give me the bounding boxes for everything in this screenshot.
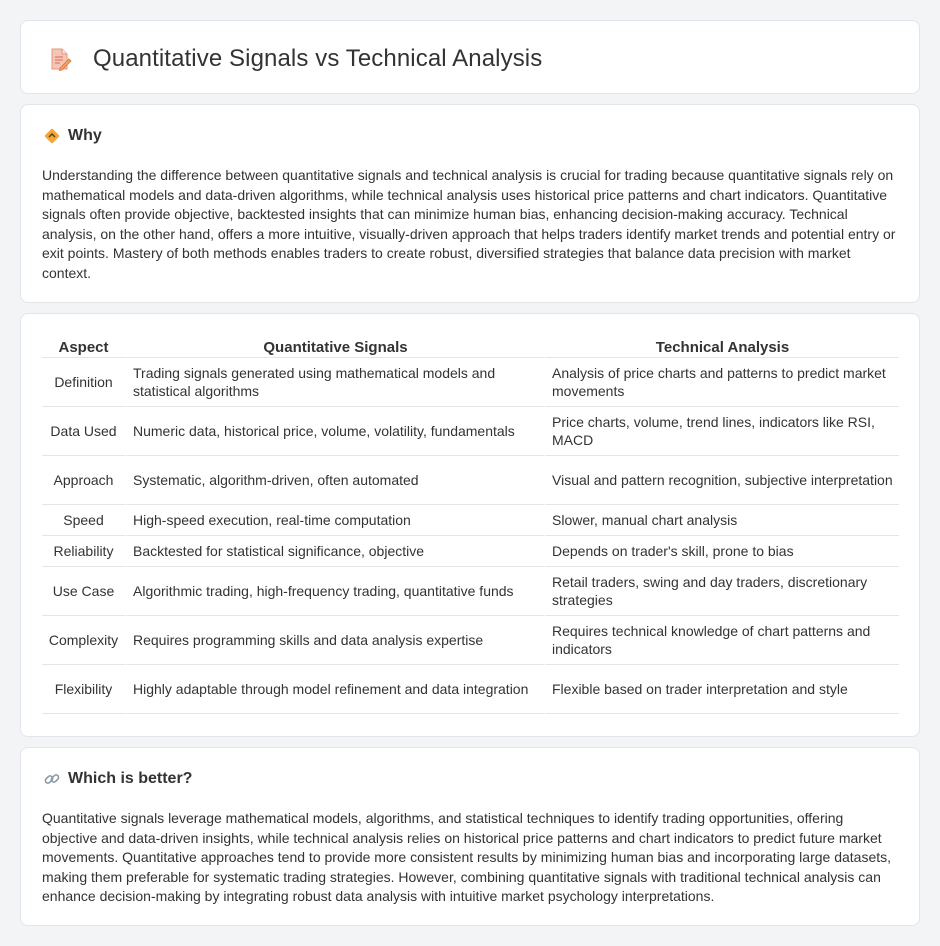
- table-row: [42, 567, 899, 616]
- technical-cell: Visual and pattern recognition, subjective interpretation: [544, 456, 899, 505]
- which-is-better-section: [20, 747, 920, 926]
- quantitative-cell: Trading signals generated using mathematical models and statistical algorithms: [125, 358, 544, 407]
- title-card: [20, 20, 920, 94]
- comparison-table: [42, 334, 899, 714]
- aspect-cell: Data Used: [42, 407, 125, 456]
- table-row: [42, 536, 899, 567]
- better-header: [43, 770, 192, 788]
- quantitative-cell: Numeric data, historical price, volume, volatility, fundamentals: [125, 407, 544, 456]
- table-row: [42, 616, 899, 665]
- table-row: [42, 665, 899, 714]
- quantitative-cell: Highly adaptable through model refinement and data integration: [125, 665, 544, 714]
- quantitative-cell: Algorithmic trading, high-frequency trading, quantitative funds: [125, 567, 544, 616]
- comparison-section: [20, 313, 920, 737]
- aspect-cell: Complexity: [42, 616, 125, 665]
- aspect-cell: Use Case: [42, 567, 125, 616]
- technical-cell: Requires technical knowledge of chart patterns and indicators: [544, 616, 899, 665]
- quantitative-cell: Backtested for statistical significance, objective: [125, 536, 544, 567]
- table-row: [42, 358, 899, 407]
- aspect-cell: Flexibility: [42, 665, 125, 714]
- document-pencil-icon: [47, 46, 73, 72]
- table-row: [42, 456, 899, 505]
- quantitative-cell: Systematic, algorithm-driven, often automated: [125, 456, 544, 505]
- better-heading: Which is better?: [68, 770, 193, 787]
- technical-cell: Flexible based on trader interpretation and style: [544, 665, 899, 714]
- diamond-direction-icon: [43, 127, 61, 145]
- why-header: [43, 127, 102, 145]
- better-text: Quantitative signals leverage mathematical models, algorithms, and statistical techniques to identify trading opportunities, offering objective and data-driven insights, while technical analysis relies on historical price patterns and chart indicators to predict future market movements. Quantitative approaches tend to provide more consistent results by minimizing human bias and incorporating large datasets, making them preferable for systematic trading strategies. However, combining quantitative signals with traditional technical analysis can enhance decision-making by integrating robust data analysis with intuitive market psychology interpretations.: [42, 810, 892, 904]
- technical-cell: Analysis of price charts and patterns to predict market movements: [544, 358, 899, 407]
- page-title: Quantitative Signals vs Technical Analysis: [93, 45, 543, 72]
- technical-cell: Price charts, volume, trend lines, indicators like RSI, MACD: [544, 407, 899, 456]
- table-row: [42, 407, 899, 456]
- link-icon: [43, 770, 61, 788]
- aspect-cell: Approach: [42, 456, 125, 505]
- column-header-quantitative: Quantitative Signals: [125, 334, 544, 358]
- aspect-cell: Speed: [42, 505, 125, 536]
- technical-cell: Retail traders, swing and day traders, discretionary strategies: [544, 567, 899, 616]
- quantitative-cell: Requires programming skills and data analysis expertise: [125, 616, 544, 665]
- why-section: [20, 104, 920, 303]
- table-row: [42, 505, 899, 536]
- technical-cell: Depends on trader's skill, prone to bias: [544, 536, 899, 567]
- column-header-technical: Technical Analysis: [544, 334, 899, 358]
- aspect-cell: Definition: [42, 358, 125, 407]
- table-header-row: [42, 334, 899, 358]
- column-header-aspect: Aspect: [42, 334, 125, 358]
- why-heading: Why: [68, 127, 102, 144]
- aspect-cell: Reliability: [42, 536, 125, 567]
- title-bar: [47, 45, 542, 73]
- why-text: Understanding the difference between quantitative signals and technical analysis is crucial for trading because quantitative signals rely on mathematical models and data-driven algorithms, while technical analysis uses historical price patterns and chart indicators. Quantitative signals often provide objective, backtested insights that can minimize human bias, enhancing decision-making accuracy. Technical analysis, on the other hand, offers a more intuitive, visually-driven approach that helps traders identify market trends and potential entry or exit points. Mastery of both methods enables traders to create robust, diversified strategies that balance data precision with market context.: [42, 167, 896, 281]
- quantitative-cell: High-speed execution, real-time computation: [125, 505, 544, 536]
- technical-cell: Slower, manual chart analysis: [544, 505, 899, 536]
